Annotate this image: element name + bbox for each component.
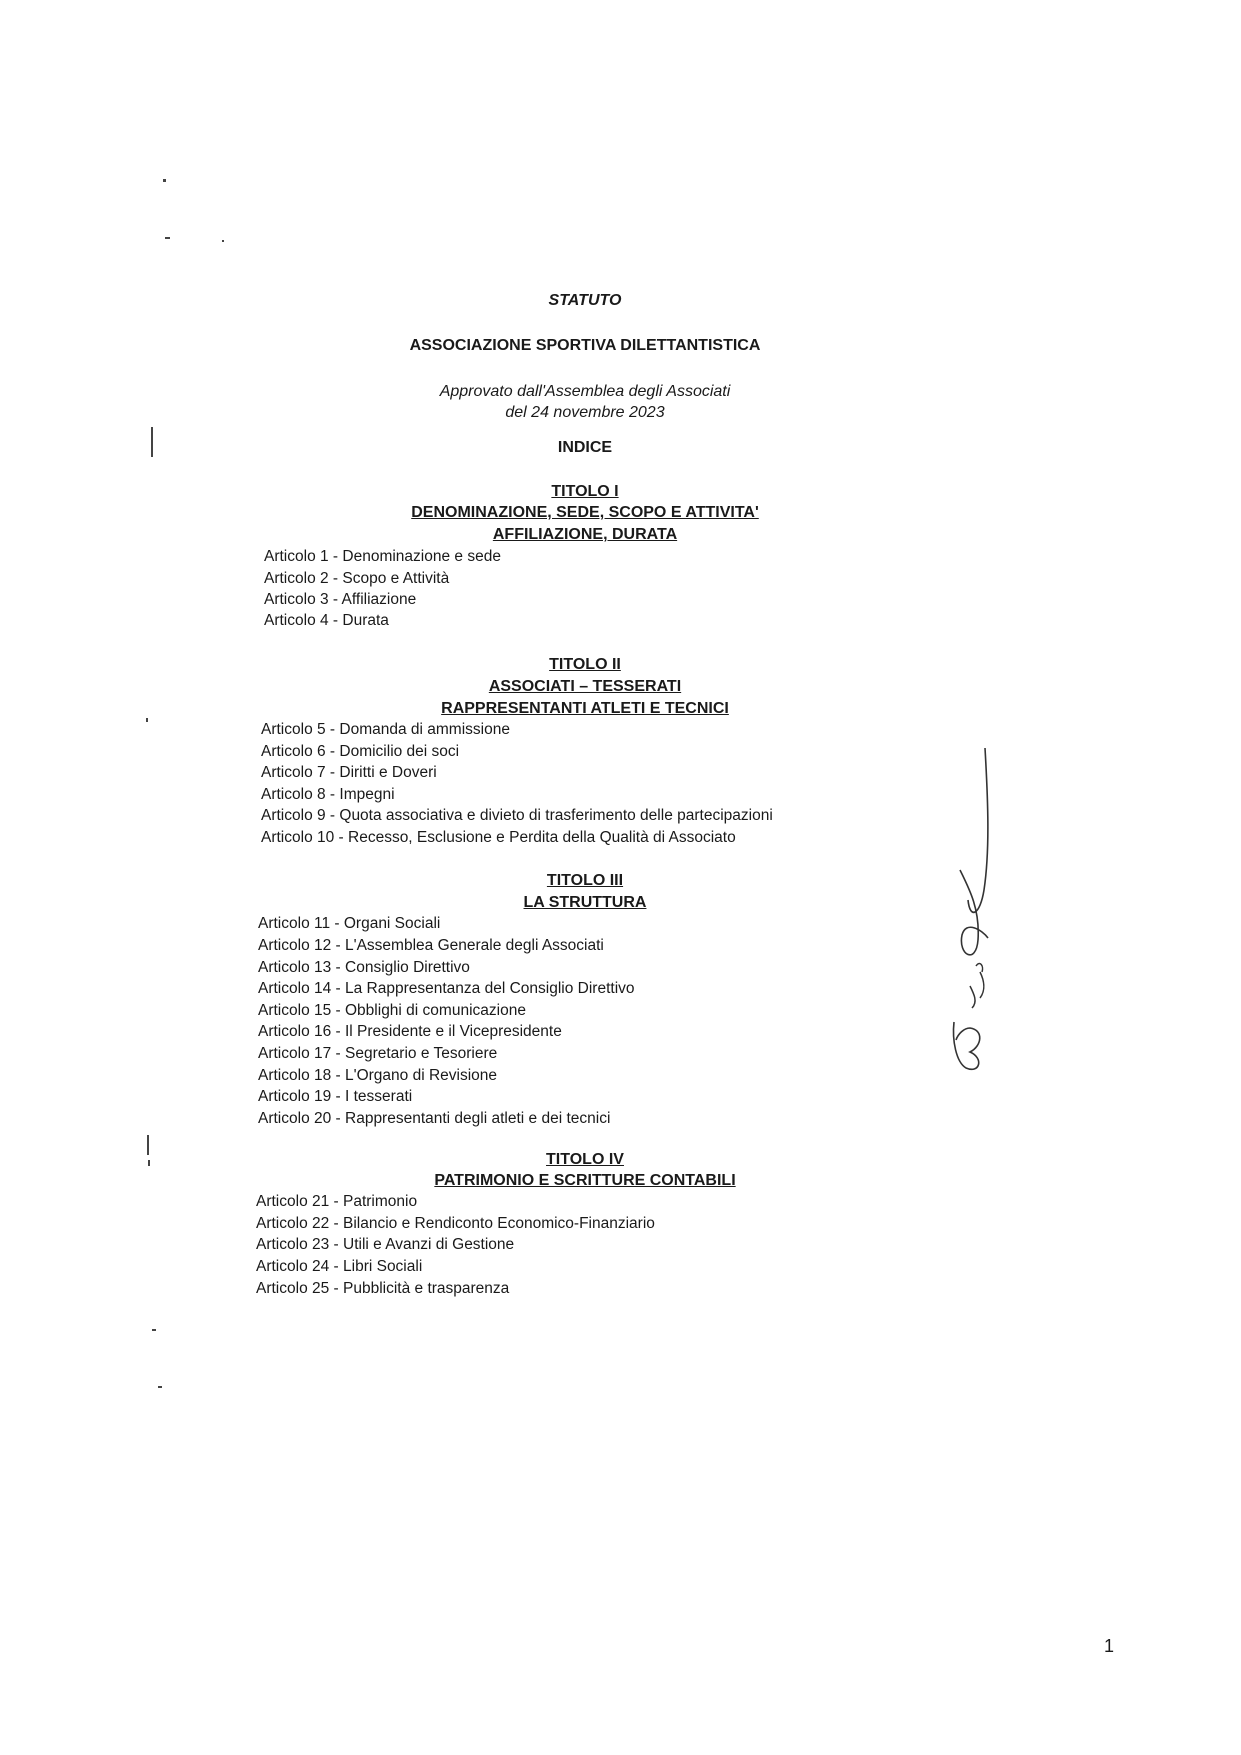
scan-mark xyxy=(165,237,170,239)
scan-mark xyxy=(158,1386,162,1388)
scan-mark xyxy=(152,1329,156,1331)
toc-entry: Articolo 24 - Libri Sociali xyxy=(256,1258,423,1275)
toc-entry: Articolo 5 - Domanda di ammissione xyxy=(261,721,510,738)
handwritten-signature xyxy=(940,740,1010,1100)
toc-entry: Articolo 22 - Bilancio e Rendiconto Economico-Finanziario xyxy=(256,1215,655,1232)
scan-mark xyxy=(222,240,224,242)
toc-entry: Articolo 3 - Affiliazione xyxy=(264,591,417,608)
titolo-2-heading: TITOLO II xyxy=(549,656,621,673)
toc-entry: Articolo 4 - Durata xyxy=(264,612,389,629)
titolo-3-subheading-1: LA STRUTTURA xyxy=(523,894,647,911)
toc-entry: Articolo 9 - Quota associativa e divieto di trasferimento delle partecipazioni xyxy=(261,807,773,824)
toc-entry: Articolo 16 - Il Presidente e il Vicepresidente xyxy=(258,1023,562,1040)
approval-date: del 24 novembre 2023 xyxy=(505,404,665,421)
titolo-3-heading: TITOLO III xyxy=(546,872,624,889)
toc-entry: Articolo 11 - Organi Sociali xyxy=(258,915,441,932)
toc-entry: Articolo 13 - Consiglio Direttivo xyxy=(258,959,470,976)
titolo-4-heading: TITOLO IV xyxy=(546,1151,624,1168)
toc-entry: Articolo 8 - Impegni xyxy=(261,786,395,803)
titolo-2-subheading-1: ASSOCIATI – TESSERATI xyxy=(488,678,682,695)
scan-mark xyxy=(148,1160,150,1166)
toc-entry: Articolo 7 - Diritti e Doveri xyxy=(261,764,437,781)
approval-line-1: Approvato dall'Assemblea degli Associati xyxy=(439,383,731,400)
scan-mark xyxy=(163,179,166,182)
toc-entry: Articolo 14 - La Rappresentanza del Consiglio Direttivo xyxy=(258,980,635,997)
toc-entry: Articolo 21 - Patrimonio xyxy=(256,1193,418,1210)
association-name: ASSOCIAZIONE SPORTIVA DILETTANTISTICA xyxy=(409,337,761,354)
titolo-1-subheading-1: DENOMINAZIONE, SEDE, SCOPO E ATTIVITA' xyxy=(411,504,759,521)
titolo-1-subheading-2: AFFILIAZIONE, DURATA xyxy=(492,526,678,543)
toc-entry: Articolo 6 - Domicilio dei soci xyxy=(261,743,460,760)
scan-mark xyxy=(146,718,148,722)
document-title: STATUTO xyxy=(548,292,622,309)
toc-entry: Articolo 19 - I tesserati xyxy=(258,1088,413,1105)
scan-mark xyxy=(147,1135,149,1155)
toc-entry: Articolo 12 - L'Assemblea Generale degli Associati xyxy=(258,937,604,954)
toc-entry: Articolo 2 - Scopo e Attività xyxy=(264,570,450,587)
page-number: 1 xyxy=(1103,1636,1114,1656)
toc-entry: Articolo 1 - Denominazione e sede xyxy=(264,548,501,565)
toc-entry: Articolo 18 - L'Organo di Revisione xyxy=(258,1067,498,1084)
toc-entry: Articolo 15 - Obblighi di comunicazione xyxy=(258,1002,526,1019)
toc-entry: Articolo 17 - Segretario e Tesoriere xyxy=(258,1045,498,1062)
toc-entry: Articolo 10 - Recesso, Esclusione e Perdita della Qualità di Associato xyxy=(261,829,736,846)
index-heading: INDICE xyxy=(557,439,613,456)
toc-entry: Articolo 23 - Utili e Avanzi di Gestione xyxy=(256,1236,515,1253)
titolo-2-subheading-2: RAPPRESENTANTI ATLETI E TECNICI xyxy=(441,700,729,717)
titolo-4-subheading-1: PATRIMONIO E SCRITTURE CONTABILI xyxy=(434,1172,736,1189)
toc-entry: Articolo 20 - Rappresentanti degli atleti e dei tecnici xyxy=(258,1110,611,1127)
toc-entry: Articolo 25 - Pubblicità e trasparenza xyxy=(256,1280,510,1297)
titolo-1-heading: TITOLO I xyxy=(551,483,619,500)
scan-mark xyxy=(151,427,153,457)
